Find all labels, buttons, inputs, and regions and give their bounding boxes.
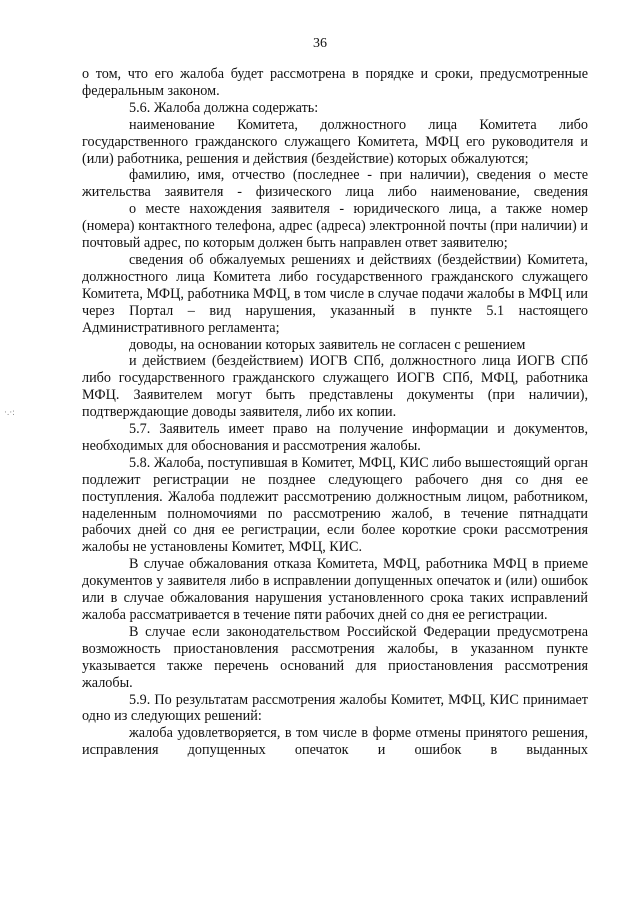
paragraph: 5.7. Заявитель имеет право на получение информации и документов, необходимых для обоснования и рассмотрения жалобы. [82, 421, 588, 454]
paragraph: В случае если законодательством Российской Федерации предусмотрена возможность приостановления рассмотрения жалобы, в указанном пункте указывается также перечень оснований для приостановления рассмотрения жалобы. [82, 623, 588, 691]
paragraph: жалоба удовлетворяется, в том числе в форме отмены принятого решения, исправления допущенных опечаток и ошибок в выданных [82, 725, 588, 759]
paragraph: доводы, на основании которых заявитель не согласен с решением [129, 336, 526, 353]
paragraph: В случае обжалования отказа Комитета, МФЦ, работника МФЦ в приеме документов у заявителя либо в исправлении допущенных опечаток и (или) ошибок или в случае обжалования нарушения установленного срока таких исправлений жалоба рассматривается в течение пяти рабочих дней со дня ее регистрации. [82, 556, 588, 623]
paragraph: 5.8. Жалоба, поступившая в Комитет, МФЦ, КИС либо вышестоящий орган подлежит регистрации не позднее следующего рабочего дня со дня ее поступления. Жалоба подлежит рассмотрению должностным лицом, работником, наделенным полномочиями по рассмотрению жалоб, в течение пятнадцати рабочих дней со дня ее регистрации, если более короткие сроки рассмотрения жалобы не установлены Комитет, МФЦ, КИС. [82, 454, 588, 556]
paragraph: и действием (бездействием) ИОГВ СПб, должностного лица ИОГВ СПб либо государственного гражданского служащего ИОГВ СПб, МФЦ, работника МФЦ. Заявителем могут быть представлены документы (при наличии), подтверждающие доводы заявителя, либо их копии. [82, 353, 588, 421]
document-body [82, 66, 588, 759]
paragraph: 5.6. Жалоба должна содержать: [129, 99, 319, 116]
paragraph: о том, что его жалоба будет рассмотрена в порядке и сроки, предусмотренные федеральным законом. [82, 66, 588, 99]
paragraph: 5.9. По результатам рассмотрения жалобы Комитет, МФЦ, КИС принимает одно из следующих решений: [82, 691, 588, 725]
page-number: 36 [313, 36, 327, 51]
paragraph: наименование Комитета, должностного лица Комитета либо государственного гражданского служащего Комитета, МФЦ его руководителя и (или) работника, решения и действия (бездействие) которых обжалуются; [82, 116, 588, 167]
paragraph: сведения об обжалуемых решениях и действиях (бездействии) Комитета, должностного лица Комитета либо государственного гражданского служащего Комитета, МФЦ, работника МФЦ, в том числе в случае подачи жалобы в МФЦ или через Портал – вид нарушения, указанный в пункте 5.1 настоящего Административного регламента; [82, 251, 588, 336]
scan-speck: ·.·: [4, 407, 15, 417]
paragraph: фамилию, имя, отчество (последнее - при наличии), сведения о месте жительства заявителя - физического лица либо наименование, сведения [82, 167, 588, 201]
paragraph: о месте нахождения заявителя - юридического лица, а также номер (номера) контактного телефона, адрес (адреса) электронной почты (при наличии) и почтовый адрес, по которым должен быть направлен ответ заявителю; [82, 201, 588, 252]
